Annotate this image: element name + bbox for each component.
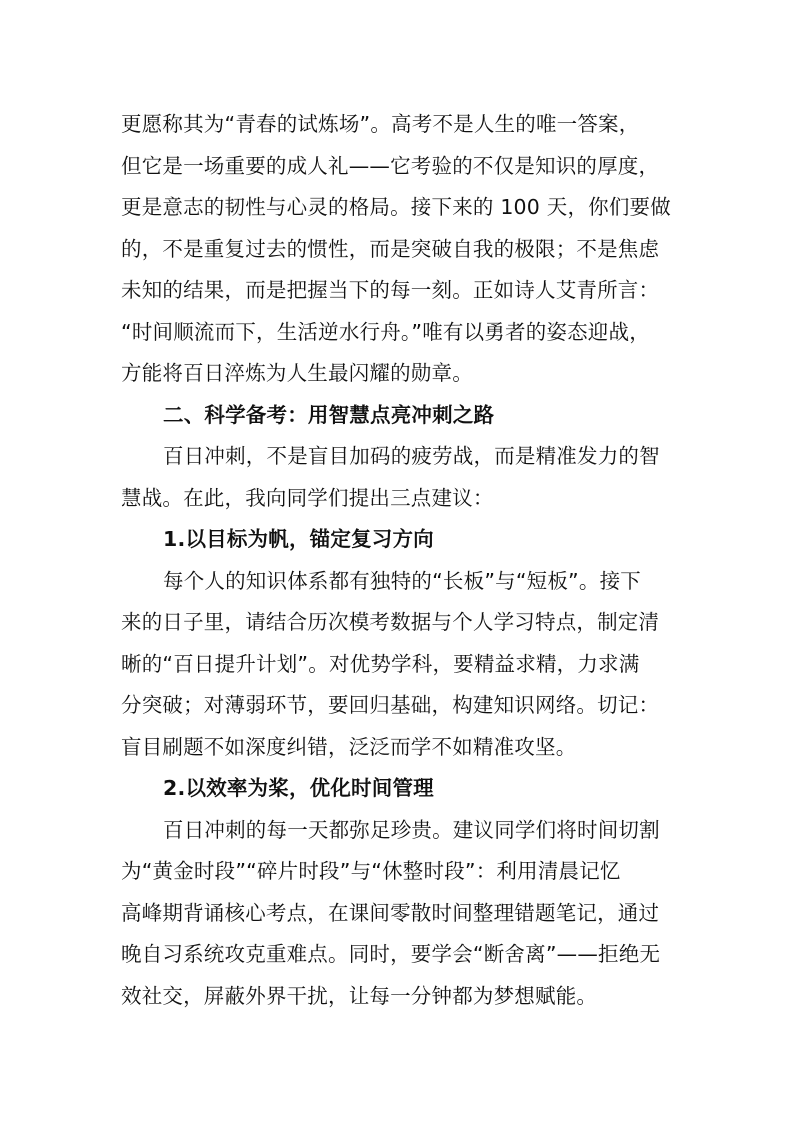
paragraph-line: 高峰期背诵核心考点，在课间零散时间整理错题笔记，通过 [121, 900, 660, 925]
section-heading: 二、科学备考：用智慧点亮冲刺之路 [163, 402, 495, 427]
paragraph-line: 分突破；对薄弱环节，要回归基础，构建知识网络。切记： [121, 693, 660, 717]
paragraph-line: 但它是一场重要的成人礼——它考验的不仅是知识的厚度， [121, 153, 660, 178]
paragraph-line: 晰的“百日提升计划”。对优势学科，要精益求精，力求满 [121, 651, 640, 676]
subsection-heading: 2.以效率为桨，优化时间管理 [163, 776, 434, 800]
paragraph-line: 来的日子里，请结合历次模考数据与个人学习特点，制定清 [121, 610, 660, 634]
paragraph-line: 百日冲刺，不是盲目加码的疲劳战，而是精准发力的智 [163, 444, 660, 468]
paragraph-line: 更愿称其为“青春的试炼场”。高考不是人生的唯一答案， [121, 112, 640, 136]
paragraph-line: 慧战。在此，我向同学们提出三点建议： [121, 485, 494, 510]
paragraph-line: “时间顺流而下，生活逆水行舟。”唯有以勇者的姿态迎战， [121, 319, 650, 344]
paragraph-line: 百日冲刺的每一天都弥足珍贵。建议同学们将时间切割 [163, 817, 660, 842]
paragraph-line: 为“黄金时段”“碎片时段”与“休整时段”：利用清晨记忆 [121, 859, 621, 883]
paragraph-line: 每个人的知识体系都有独特的“长板”与“短板”。接下 [163, 568, 641, 593]
paragraph-line: 更是意志的韧性与心灵的格局。接下来的 100 天，你们要做 [121, 195, 671, 219]
paragraph-line: 效社交，屏蔽外界干扰，让每一分钟都为梦想赋能。 [121, 983, 598, 1008]
paragraph-line: 盲目刷题不如深度纠错，泛泛而学不如精准攻坚。 [121, 734, 577, 759]
paragraph-line: 方能将百日淬炼为人生最闪耀的勋章。 [121, 361, 473, 385]
document-body [121, 104, 691, 1017]
paragraph-line: 未知的结果，而是把握当下的每一刻。正如诗人艾青所言： [121, 278, 660, 302]
paragraph-line: 的，不是重复过去的惯性，而是突破自我的极限；不是焦虑 [121, 236, 660, 261]
paragraph-line: 晚自习系统攻克重难点。同时，要学会“断舍离”——拒绝无 [121, 942, 661, 966]
subsection-heading: 1.以目标为帆，锚定复习方向 [163, 527, 434, 551]
